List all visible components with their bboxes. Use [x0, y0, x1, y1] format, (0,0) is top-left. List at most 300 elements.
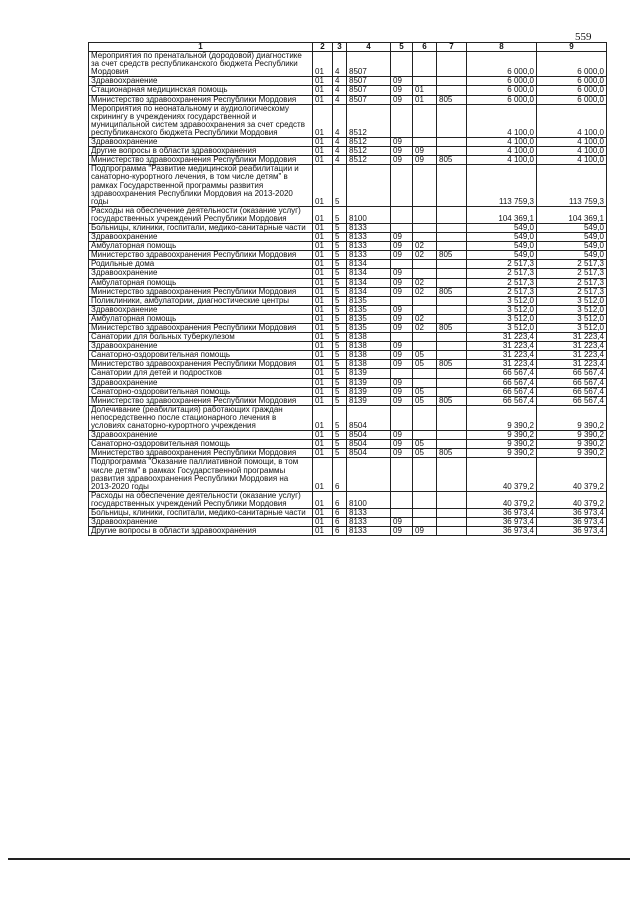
row-cell-c9: 6 000,0: [537, 95, 607, 104]
row-name-cell: Стационарная медицинская помощь: [89, 86, 313, 95]
row-cell-c6: 09: [413, 156, 437, 165]
header-cell: 4: [347, 43, 391, 52]
row-cell-c5: 09: [391, 138, 413, 147]
row-cell-c5: [391, 206, 413, 223]
row-cell-c4: 8139: [347, 396, 391, 405]
row-cell-c4: 8133: [347, 518, 391, 527]
row-cell-c5: 09: [391, 242, 413, 251]
row-cell-c5: 09: [391, 518, 413, 527]
row-cell-c2: 01: [313, 342, 333, 351]
row-cell-c5: [391, 165, 413, 206]
row-cell-c6: [413, 369, 437, 378]
row-cell-c3: 5: [333, 405, 347, 430]
row-cell-c2: 01: [313, 458, 333, 491]
row-cell-c6: [413, 431, 437, 440]
table-row: [89, 147, 607, 156]
row-cell-c8: 66 567,4: [467, 396, 537, 405]
row-cell-c9: 4 100,0: [537, 104, 607, 137]
row-cell-c3: 5: [333, 378, 347, 387]
row-cell-c9: 36 973,4: [537, 518, 607, 527]
row-cell-c2: 01: [313, 405, 333, 430]
row-name-cell: Министерство здравоохранения Республики Мордовия: [89, 396, 313, 405]
row-name-cell: Министерство здравоохранения Республики Мордовия: [89, 324, 313, 333]
row-cell-c4: 8507: [347, 86, 391, 95]
table-row: [89, 360, 607, 369]
row-cell-c5: 09: [391, 342, 413, 351]
row-cell-c8: 113 759,3: [467, 165, 537, 206]
table-row: [89, 342, 607, 351]
row-cell-c5: 09: [391, 351, 413, 360]
row-cell-c7: [437, 405, 467, 430]
row-cell-c4: 8135: [347, 296, 391, 305]
row-cell-c9: 6 000,0: [537, 52, 607, 77]
row-cell-c9: 6 000,0: [537, 77, 607, 86]
row-cell-c7: [437, 86, 467, 95]
row-cell-c8: 40 379,2: [467, 458, 537, 491]
row-cell-c9: 2 517,3: [537, 260, 607, 269]
row-name-cell: Здравоохранение: [89, 138, 313, 147]
row-cell-c7: [437, 431, 467, 440]
row-cell-c7: [437, 440, 467, 449]
row-cell-c8: 2 517,3: [467, 260, 537, 269]
row-cell-c7: [437, 378, 467, 387]
row-cell-c3: 5: [333, 369, 347, 378]
row-cell-c4: 8139: [347, 369, 391, 378]
row-cell-c8: 66 567,4: [467, 378, 537, 387]
row-cell-c6: 05: [413, 360, 437, 369]
row-cell-c7: [437, 491, 467, 508]
row-cell-c4: 8507: [347, 77, 391, 86]
row-cell-c3: 4: [333, 138, 347, 147]
row-name-cell: Министерство здравоохранения Республики Мордовия: [89, 449, 313, 458]
row-cell-c6: 01: [413, 95, 437, 104]
table-header-row: [89, 43, 607, 52]
row-cell-c3: 5: [333, 269, 347, 278]
row-cell-c4: 8138: [347, 333, 391, 342]
row-cell-c7: [437, 333, 467, 342]
row-cell-c7: [437, 77, 467, 86]
table-row: [89, 296, 607, 305]
row-name-cell: Здравоохранение: [89, 431, 313, 440]
row-cell-c8: 36 973,4: [467, 527, 537, 536]
row-cell-c6: [413, 405, 437, 430]
row-cell-c3: 6: [333, 508, 347, 517]
row-cell-c8: 9 390,2: [467, 449, 537, 458]
row-cell-c7: [437, 305, 467, 314]
row-cell-c2: 01: [313, 518, 333, 527]
row-cell-c4: 8133: [347, 251, 391, 260]
row-name-cell: Здравоохранение: [89, 342, 313, 351]
row-cell-c5: [391, 405, 413, 430]
row-cell-c8: 9 390,2: [467, 405, 537, 430]
row-name-cell: Амбулаторная помощь: [89, 314, 313, 323]
row-cell-c7: 805: [437, 449, 467, 458]
row-cell-c8: 549,0: [467, 233, 537, 242]
row-cell-c4: 8139: [347, 378, 391, 387]
row-cell-c2: 01: [313, 104, 333, 137]
table-row: [89, 77, 607, 86]
table-row: [89, 287, 607, 296]
row-cell-c4: 8134: [347, 287, 391, 296]
row-cell-c4: 8138: [347, 342, 391, 351]
row-cell-c6: [413, 233, 437, 242]
header-cell: 2: [313, 43, 333, 52]
row-cell-c4: 8512: [347, 147, 391, 156]
table-row: [89, 314, 607, 323]
row-cell-c5: 09: [391, 396, 413, 405]
table-row: [89, 518, 607, 527]
row-cell-c2: 01: [313, 333, 333, 342]
row-cell-c4: [347, 458, 391, 491]
row-cell-c4: 8135: [347, 314, 391, 323]
table-row: [89, 527, 607, 536]
row-cell-c2: 01: [313, 378, 333, 387]
row-cell-c6: [413, 104, 437, 137]
row-name-cell: Подпрограмма "Оказание паллиативной помощи, в том числе детям" в рамках Государственной программы развития здравоохранения Республики Мордовия на 2013-2020 годы: [89, 458, 313, 491]
row-cell-c4: 8512: [347, 156, 391, 165]
row-cell-c3: 5: [333, 296, 347, 305]
row-cell-c3: 5: [333, 333, 347, 342]
row-name-cell: Санатории для больных туберкулезом: [89, 333, 313, 342]
row-cell-c6: 09: [413, 527, 437, 536]
row-cell-c5: 09: [391, 387, 413, 396]
row-cell-c3: 5: [333, 287, 347, 296]
header-cell: 8: [467, 43, 537, 52]
row-cell-c8: 6 000,0: [467, 77, 537, 86]
row-cell-c2: 01: [313, 527, 333, 536]
row-cell-c3: 5: [333, 278, 347, 287]
row-name-cell: Здравоохранение: [89, 233, 313, 242]
row-cell-c4: 8133: [347, 242, 391, 251]
row-cell-c9: 31 223,4: [537, 360, 607, 369]
row-cell-c5: [391, 296, 413, 305]
row-cell-c8: 3 512,0: [467, 314, 537, 323]
row-cell-c9: 36 973,4: [537, 508, 607, 517]
header-cell: 1: [89, 43, 313, 52]
row-cell-c9: 9 390,2: [537, 449, 607, 458]
row-cell-c2: 01: [313, 314, 333, 323]
row-cell-c5: 09: [391, 269, 413, 278]
row-cell-c8: 2 517,3: [467, 287, 537, 296]
row-cell-c9: 66 567,4: [537, 387, 607, 396]
row-cell-c9: 2 517,3: [537, 278, 607, 287]
row-cell-c9: 9 390,2: [537, 431, 607, 440]
row-cell-c3: 5: [333, 314, 347, 323]
budget-table: [88, 42, 607, 536]
table-row: [89, 223, 607, 232]
table-row: [89, 508, 607, 517]
row-cell-c4: 8138: [347, 351, 391, 360]
row-cell-c5: 09: [391, 431, 413, 440]
row-cell-c6: [413, 269, 437, 278]
row-cell-c5: 09: [391, 314, 413, 323]
row-cell-c3: 5: [333, 223, 347, 232]
row-cell-c3: 5: [333, 206, 347, 223]
row-name-cell: Министерство здравоохранения Республики Мордовия: [89, 95, 313, 104]
row-name-cell: Министерство здравоохранения Республики Мордовия: [89, 156, 313, 165]
row-cell-c3: 5: [333, 396, 347, 405]
row-cell-c3: 4: [333, 156, 347, 165]
table-row: [89, 369, 607, 378]
row-cell-c8: 4 100,0: [467, 156, 537, 165]
row-cell-c8: 4 100,0: [467, 104, 537, 137]
row-cell-c9: 6 000,0: [537, 86, 607, 95]
row-cell-c2: 01: [313, 165, 333, 206]
row-cell-c9: 66 567,4: [537, 378, 607, 387]
row-cell-c7: [437, 233, 467, 242]
row-cell-c5: [391, 52, 413, 77]
row-cell-c3: 5: [333, 260, 347, 269]
row-cell-c2: 01: [313, 86, 333, 95]
row-cell-c4: 8100: [347, 491, 391, 508]
row-cell-c2: 01: [313, 369, 333, 378]
row-cell-c4: 8134: [347, 260, 391, 269]
table-body: [89, 43, 607, 536]
row-name-cell: Санаторно-оздоровительная помощь: [89, 440, 313, 449]
row-cell-c3: 5: [333, 342, 347, 351]
row-cell-c3: 6: [333, 518, 347, 527]
row-cell-c8: 4 100,0: [467, 138, 537, 147]
row-cell-c4: 8133: [347, 223, 391, 232]
row-cell-c6: 02: [413, 287, 437, 296]
table-row: [89, 440, 607, 449]
row-cell-c9: 549,0: [537, 251, 607, 260]
row-cell-c9: 549,0: [537, 242, 607, 251]
row-cell-c2: 01: [313, 233, 333, 242]
row-name-cell: Амбулаторная помощь: [89, 242, 313, 251]
row-cell-c7: [437, 458, 467, 491]
row-cell-c5: 09: [391, 251, 413, 260]
table-row: [89, 138, 607, 147]
row-cell-c9: 4 100,0: [537, 147, 607, 156]
page-number: 559: [575, 31, 592, 43]
row-cell-c5: 09: [391, 440, 413, 449]
row-cell-c6: [413, 342, 437, 351]
header-cell: 7: [437, 43, 467, 52]
row-cell-c7: [437, 314, 467, 323]
row-cell-c9: 40 379,2: [537, 458, 607, 491]
row-cell-c9: 31 223,4: [537, 342, 607, 351]
row-cell-c9: 36 973,4: [537, 527, 607, 536]
row-cell-c2: 01: [313, 296, 333, 305]
row-cell-c7: 805: [437, 324, 467, 333]
row-name-cell: Мероприятия по неонатальному и аудиологическому скринингу в учреждениях государственной и муниципальной систем здравоохранения за счет средств республиканского бюджета Республики Мордовия: [89, 104, 313, 137]
row-cell-c2: 01: [313, 387, 333, 396]
row-cell-c7: [437, 242, 467, 251]
row-name-cell: Министерство здравоохранения Республики Мордовия: [89, 360, 313, 369]
row-cell-c7: [437, 518, 467, 527]
table-row: [89, 52, 607, 77]
row-cell-c3: 4: [333, 104, 347, 137]
row-name-cell: Другие вопросы в области здравоохранения: [89, 147, 313, 156]
row-cell-c5: 09: [391, 77, 413, 86]
row-cell-c6: [413, 508, 437, 517]
table-row: [89, 324, 607, 333]
row-cell-c3: 5: [333, 251, 347, 260]
row-cell-c8: 40 379,2: [467, 491, 537, 508]
row-cell-c5: 09: [391, 527, 413, 536]
row-cell-c3: 6: [333, 491, 347, 508]
row-cell-c3: 5: [333, 387, 347, 396]
row-cell-c5: [391, 369, 413, 378]
row-cell-c8: 31 223,4: [467, 342, 537, 351]
row-cell-c2: 01: [313, 269, 333, 278]
row-cell-c4: [347, 165, 391, 206]
row-cell-c9: 104 369,1: [537, 206, 607, 223]
row-name-cell: Здравоохранение: [89, 269, 313, 278]
row-cell-c8: 3 512,0: [467, 296, 537, 305]
row-cell-c9: 113 759,3: [537, 165, 607, 206]
row-cell-c3: 5: [333, 242, 347, 251]
table-row: [89, 251, 607, 260]
row-cell-c6: 05: [413, 387, 437, 396]
row-cell-c4: 8512: [347, 104, 391, 137]
row-cell-c9: 40 379,2: [537, 491, 607, 508]
row-cell-c6: [413, 333, 437, 342]
row-cell-c4: 8504: [347, 405, 391, 430]
row-name-cell: Министерство здравоохранения Республики Мордовия: [89, 287, 313, 296]
row-cell-c4: 8504: [347, 440, 391, 449]
row-cell-c6: [413, 138, 437, 147]
row-cell-c3: 5: [333, 165, 347, 206]
table-row: [89, 387, 607, 396]
row-cell-c5: 09: [391, 233, 413, 242]
row-cell-c8: 66 567,4: [467, 387, 537, 396]
table-row: [89, 405, 607, 430]
row-name-cell: Больницы, клиники, госпитали, медико-санитарные части: [89, 223, 313, 232]
row-cell-c4: 8135: [347, 324, 391, 333]
row-cell-c5: 09: [391, 378, 413, 387]
row-name-cell: Здравоохранение: [89, 378, 313, 387]
row-cell-c3: 5: [333, 324, 347, 333]
table-row: [89, 233, 607, 242]
row-cell-c4: 8133: [347, 527, 391, 536]
row-cell-c8: 6 000,0: [467, 95, 537, 104]
row-cell-c7: 805: [437, 287, 467, 296]
row-cell-c5: [391, 458, 413, 491]
row-cell-c8: 104 369,1: [467, 206, 537, 223]
row-cell-c7: [437, 269, 467, 278]
row-cell-c2: 01: [313, 95, 333, 104]
row-cell-c2: 01: [313, 449, 333, 458]
row-cell-c7: 805: [437, 360, 467, 369]
row-cell-c6: [413, 260, 437, 269]
row-cell-c9: 549,0: [537, 233, 607, 242]
row-cell-c6: [413, 305, 437, 314]
row-cell-c8: 9 390,2: [467, 440, 537, 449]
row-cell-c6: 02: [413, 251, 437, 260]
table-row: [89, 95, 607, 104]
row-cell-c3: 5: [333, 431, 347, 440]
row-cell-c6: [413, 518, 437, 527]
row-cell-c2: 01: [313, 77, 333, 86]
row-cell-c6: 02: [413, 278, 437, 287]
header-cell: 6: [413, 43, 437, 52]
row-cell-c9: 4 100,0: [537, 156, 607, 165]
row-cell-c9: 31 223,4: [537, 351, 607, 360]
row-cell-c9: 3 512,0: [537, 314, 607, 323]
row-cell-c7: [437, 165, 467, 206]
row-cell-c4: 8134: [347, 269, 391, 278]
row-cell-c6: 02: [413, 242, 437, 251]
row-cell-c8: 2 517,3: [467, 269, 537, 278]
row-cell-c3: 5: [333, 360, 347, 369]
row-cell-c7: [437, 260, 467, 269]
row-cell-c8: 4 100,0: [467, 147, 537, 156]
row-cell-c2: 01: [313, 431, 333, 440]
row-cell-c2: 01: [313, 360, 333, 369]
row-cell-c8: 6 000,0: [467, 86, 537, 95]
row-cell-c5: 09: [391, 95, 413, 104]
row-cell-c5: [391, 104, 413, 137]
row-cell-c6: 05: [413, 351, 437, 360]
row-name-cell: Здравоохранение: [89, 518, 313, 527]
row-cell-c3: 6: [333, 527, 347, 536]
row-cell-c9: 9 390,2: [537, 440, 607, 449]
row-cell-c9: 31 223,4: [537, 333, 607, 342]
table-row: [89, 86, 607, 95]
row-cell-c4: 8512: [347, 138, 391, 147]
table-row: [89, 333, 607, 342]
table-row: [89, 351, 607, 360]
row-cell-c6: [413, 77, 437, 86]
row-cell-c4: 8507: [347, 52, 391, 77]
row-cell-c4: 8504: [347, 449, 391, 458]
row-name-cell: Санаторно-оздоровительная помощь: [89, 387, 313, 396]
row-cell-c7: [437, 387, 467, 396]
row-cell-c2: 01: [313, 242, 333, 251]
row-cell-c7: [437, 278, 467, 287]
row-cell-c5: [391, 491, 413, 508]
row-cell-c6: 01: [413, 86, 437, 95]
row-cell-c6: 02: [413, 324, 437, 333]
row-cell-c6: [413, 491, 437, 508]
row-cell-c3: 4: [333, 86, 347, 95]
table-row: [89, 378, 607, 387]
header-cell: 3: [333, 43, 347, 52]
row-cell-c2: 01: [313, 147, 333, 156]
row-cell-c5: 09: [391, 156, 413, 165]
row-cell-c8: 3 512,0: [467, 305, 537, 314]
row-cell-c4: 8135: [347, 305, 391, 314]
row-cell-c8: 549,0: [467, 251, 537, 260]
row-name-cell: Санатории для детей и подростков: [89, 369, 313, 378]
row-cell-c5: [391, 223, 413, 232]
row-cell-c7: [437, 527, 467, 536]
table-row: [89, 449, 607, 458]
row-cell-c3: 4: [333, 52, 347, 77]
row-cell-c7: [437, 52, 467, 77]
row-cell-c5: 09: [391, 147, 413, 156]
row-cell-c2: 01: [313, 156, 333, 165]
row-cell-c3: 4: [333, 95, 347, 104]
table-row: [89, 431, 607, 440]
row-name-cell: Подпрограмма "Развитие медицинской реабилитации и санаторно-курортного лечения, в том числе детям" в рамках Государственной программы развития здравоохранения Республики Мордовия на 2013-2020 годы: [89, 165, 313, 206]
row-cell-c2: 01: [313, 305, 333, 314]
row-cell-c7: [437, 369, 467, 378]
row-cell-c9: 4 100,0: [537, 138, 607, 147]
row-cell-c6: [413, 378, 437, 387]
row-cell-c4: 8133: [347, 233, 391, 242]
row-cell-c3: 5: [333, 233, 347, 242]
row-cell-c2: 01: [313, 52, 333, 77]
row-cell-c5: 09: [391, 305, 413, 314]
row-name-cell: Больницы, клиники, госпитали, медико-санитарные части: [89, 508, 313, 517]
row-cell-c2: 01: [313, 223, 333, 232]
row-cell-c7: 805: [437, 156, 467, 165]
row-name-cell: Расходы на обеспечение деятельности (оказание услуг) государственных учреждений Республики Мордовия: [89, 491, 313, 508]
row-cell-c6: 05: [413, 449, 437, 458]
